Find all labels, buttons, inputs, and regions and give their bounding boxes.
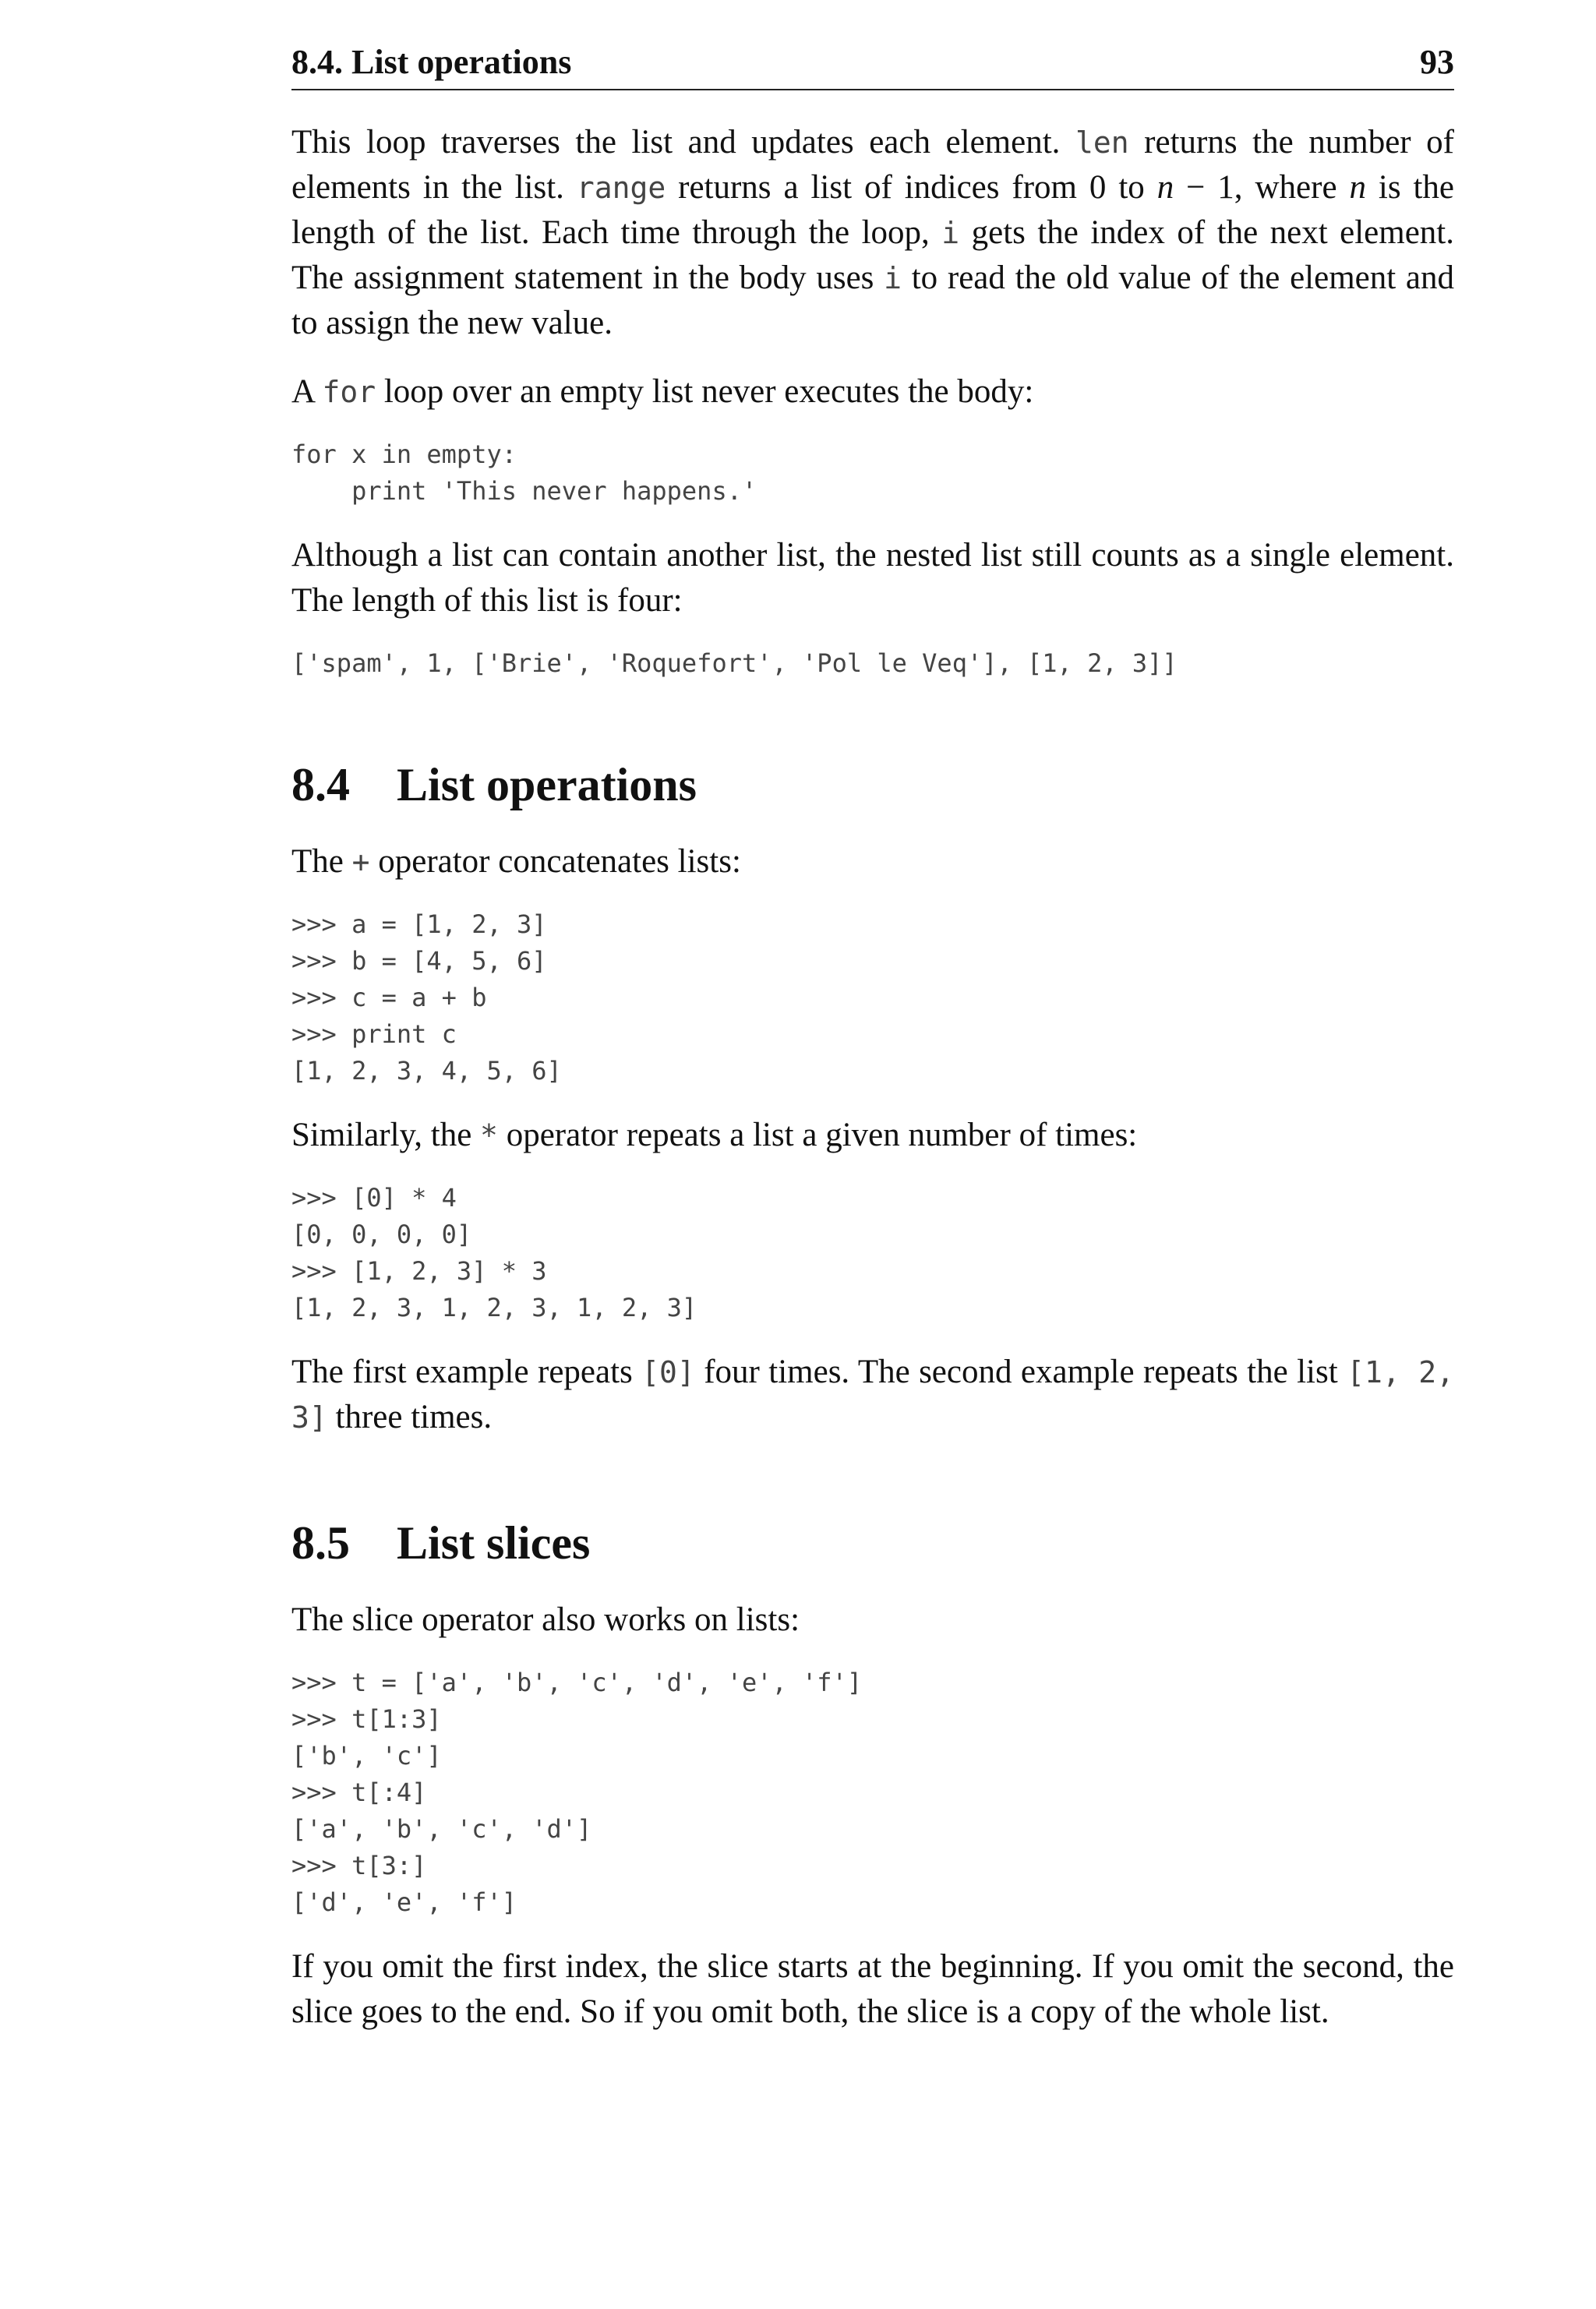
inline-code-len: len — [1075, 125, 1129, 160]
code-block-slices: >>> t = ['a', 'b', 'c', 'd', 'e', 'f'] >>> t[1:3] ['b', 'c'] >>> t[:4] ['a', 'b', 'c', 'd'] >>> t[3:] ['d', 'e', 'f'] — [291, 1668, 863, 1917]
section-title: List slices — [397, 1517, 591, 1569]
section-heading-list-slices — [291, 1515, 1454, 1571]
section-title: List operations — [397, 759, 697, 810]
section-number: 8.4 — [291, 759, 350, 810]
inline-code-i: i — [884, 261, 902, 295]
paragraph-star-operator: Similarly, the * operator repeats a list a given number of times: — [291, 1117, 1138, 1153]
paragraph-plus-operator: The + operator concatenates lists: — [291, 843, 741, 880]
paragraph-empty-for: A for loop over an empty list never executes the body: — [291, 373, 1034, 410]
paragraph-omit-indices: If you omit the first index, the slice starts at the beginning. If you omit the second, the slice goes to the end. So if you omit both, the slice is a copy of the whole list. — [291, 1948, 1454, 2030]
header-section-title: 8.4. List operations — [291, 43, 572, 81]
paragraph-repeat-examples: The first example repeats [0] four times. The second example repeats the list [1, 2, 3] three times. — [291, 1354, 1454, 1435]
inline-code-plus: + — [351, 845, 370, 879]
inline-code-for: for — [322, 375, 376, 409]
header-page-number: 93 — [1420, 43, 1454, 81]
code-block-repetition: >>> [0] * 4 [0, 0, 0, 0] >>> [1, 2, 3] * 3 [1, 2, 3, 1, 2, 3, 1, 2, 3] — [291, 1183, 697, 1322]
inline-code-zero-list: [0] — [641, 1355, 695, 1389]
running-header — [291, 41, 1454, 90]
paragraph-slice-operator: The slice operator also works on lists: — [291, 1601, 800, 1638]
paragraph-loop-explanation: This loop traverses the list and updates each element. len returns the number of elements in the list. range returns a list of indices from 0 to n − 1, where n is the length of the list. Each time through the loop, i gets the index of the next element. The assignment statement in the body uses i to read the old value of the element and to assign the new value. — [291, 124, 1455, 341]
book-page — [291, 41, 1454, 2035]
code-block-empty-loop: for x in empty: print 'This never happens.' — [291, 440, 757, 506]
math-n: n — [1349, 169, 1366, 206]
inline-code-range: range — [576, 171, 666, 205]
code-block-concatenation: >>> a = [1, 2, 3] >>> b = [4, 5, 6] >>> c = a + b >>> print c [1, 2, 3, 4, 5, 6] — [291, 909, 562, 1086]
inline-code-star: * — [480, 1118, 498, 1153]
section-heading-list-operations — [291, 757, 1454, 813]
code-block-nested-list: ['spam', 1, ['Brie', 'Roquefort', 'Pol le Veq'], [1, 2, 3]] — [291, 648, 1178, 678]
math-n: n — [1156, 169, 1174, 206]
inline-code-i: i — [941, 216, 960, 250]
paragraph-nested-list: Although a list can contain another list, the nested list still counts as a single element. The length of this list is four: — [291, 537, 1454, 619]
section-number: 8.5 — [291, 1517, 350, 1569]
inline-code-one-two-three: [1, 2, 3] — [291, 1355, 1454, 1435]
